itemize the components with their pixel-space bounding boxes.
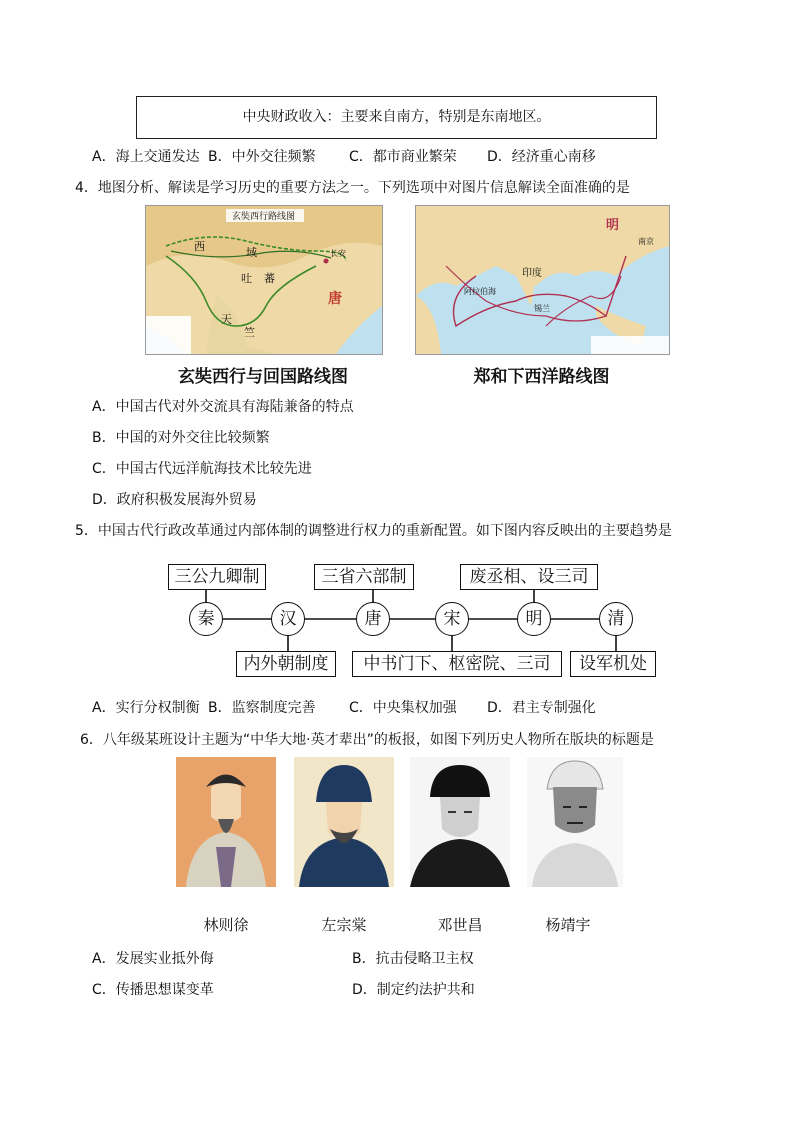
q5-stem: 5．中国古代行政改革通过内部体制的调整进行权力的重新配置。如下图内容反映出的主要趋势是 bbox=[75, 523, 672, 539]
label-sangong-jiuqing: 三公九卿制 bbox=[168, 564, 266, 590]
q4-option-c[interactable]: C．中国古代远洋航海技术比较先进 bbox=[92, 461, 312, 477]
node-qing: 清 bbox=[599, 602, 633, 636]
map1-caption: 玄奘西行与回国路线图 bbox=[178, 367, 348, 387]
label-neiwai-chao: 内外朝制度 bbox=[236, 651, 336, 677]
portrait-lin-zexu bbox=[176, 757, 276, 887]
map2-label-ming: 明 bbox=[606, 218, 620, 233]
portrait-yang-jingyu bbox=[527, 757, 623, 887]
node-qin: 秦 bbox=[189, 602, 223, 636]
q4-option-a[interactable]: A．中国古代对外交流具有海陆兼备的特点 bbox=[92, 399, 354, 415]
name-lin-zexu: 林则徐 bbox=[203, 916, 249, 934]
node-tang: 唐 bbox=[356, 602, 390, 636]
q5-option-a[interactable]: A．实行分权制衡 bbox=[92, 700, 200, 716]
name-zuo-zongtang: 左宗棠 bbox=[321, 916, 367, 934]
map1-label-changan: 长安 bbox=[330, 249, 346, 258]
q3-option-d[interactable]: D．经济重心南移 bbox=[487, 149, 596, 165]
q4-option-d[interactable]: D．政府积极发展海外贸易 bbox=[92, 492, 257, 508]
xuanzang-route-map bbox=[145, 205, 383, 355]
q6-option-b[interactable]: B．抗击侵略卫主权 bbox=[352, 951, 474, 967]
map2-label-india: 印度 bbox=[522, 268, 542, 279]
label-zhongshu-menxia: 中书门下、枢密院、三司 bbox=[352, 651, 562, 677]
map2-label-arabian-sea: 阿拉伯海 bbox=[464, 287, 496, 296]
q4-option-b[interactable]: B．中国的对外交往比较频繁 bbox=[92, 430, 270, 446]
map1-label-zhu: 竺 bbox=[244, 326, 255, 339]
zhenghe-route-map bbox=[415, 205, 670, 355]
portrait-zuo-zongtang bbox=[294, 757, 394, 887]
map1-label-tang: 唐 bbox=[328, 291, 342, 307]
label-sansheng-liubu: 三省六部制 bbox=[314, 564, 414, 590]
portrait-deng-shichang-image bbox=[410, 757, 510, 887]
name-deng-shichang: 邓世昌 bbox=[437, 916, 483, 934]
map1-label-xi: 西 bbox=[194, 240, 205, 253]
q6-option-d[interactable]: D．制定约法护共和 bbox=[352, 982, 475, 998]
q5-option-d[interactable]: D．君主专制强化 bbox=[487, 700, 596, 716]
map2-caption: 郑和下西洋路线图 bbox=[473, 367, 610, 387]
map1-label-bo: 蕃 bbox=[264, 272, 275, 285]
quote-box bbox=[136, 96, 657, 139]
q6-option-a[interactable]: A．发展实业抵外侮 bbox=[92, 951, 214, 967]
q5-option-c[interactable]: C．中央集权加强 bbox=[349, 700, 457, 716]
label-fei-chengxiang: 废丞相、设三司 bbox=[460, 564, 598, 590]
map1-label-tu: 吐 bbox=[241, 272, 252, 285]
zhenghe-route-map-graphic bbox=[416, 206, 669, 354]
node-ming: 明 bbox=[517, 602, 551, 636]
node-song: 宋 bbox=[435, 602, 469, 636]
portrait-yang-jingyu-image bbox=[527, 757, 623, 887]
portrait-lin-zexu-image bbox=[176, 757, 276, 887]
portrait-deng-shichang bbox=[410, 757, 510, 887]
map1-label-yu: 域 bbox=[246, 246, 257, 259]
map1-label-tian: 天 bbox=[221, 313, 232, 326]
q3-option-c[interactable]: C．都市商业繁荣 bbox=[349, 149, 457, 165]
name-yang-jingyu: 杨靖宇 bbox=[545, 916, 591, 934]
label-junji-chu: 设军机处 bbox=[570, 651, 656, 677]
node-han: 汉 bbox=[271, 602, 305, 636]
portrait-zuo-zongtang-image bbox=[294, 757, 394, 887]
q3-option-b[interactable]: B．中外交往频繁 bbox=[208, 149, 316, 165]
reform-diagram bbox=[160, 558, 660, 683]
q3-option-a[interactable]: A．海上交通发达 bbox=[92, 149, 200, 165]
q6-stem: 6．八年级某班设计主题为“中华大地·英才辈出”的板报，如图下列历史人物所在版块的标题是 bbox=[80, 732, 654, 748]
map2-label-nanjing: 南京 bbox=[638, 237, 654, 246]
q5-option-b[interactable]: B．监察制度完善 bbox=[208, 700, 316, 716]
map2-label-ceylon: 锡兰 bbox=[534, 304, 550, 313]
q6-option-c[interactable]: C．传播思想谋变革 bbox=[92, 982, 214, 998]
map1-inset-title: 玄奘西行路线图 bbox=[232, 212, 296, 222]
quote-text: 中央财政收入：主要来自南方，特别是东南地区。 bbox=[242, 109, 551, 125]
q4-stem: 4．地图分析、解读是学习历史的重要方法之一。下列选项中对图片信息解读全面准确的是 bbox=[75, 180, 630, 196]
